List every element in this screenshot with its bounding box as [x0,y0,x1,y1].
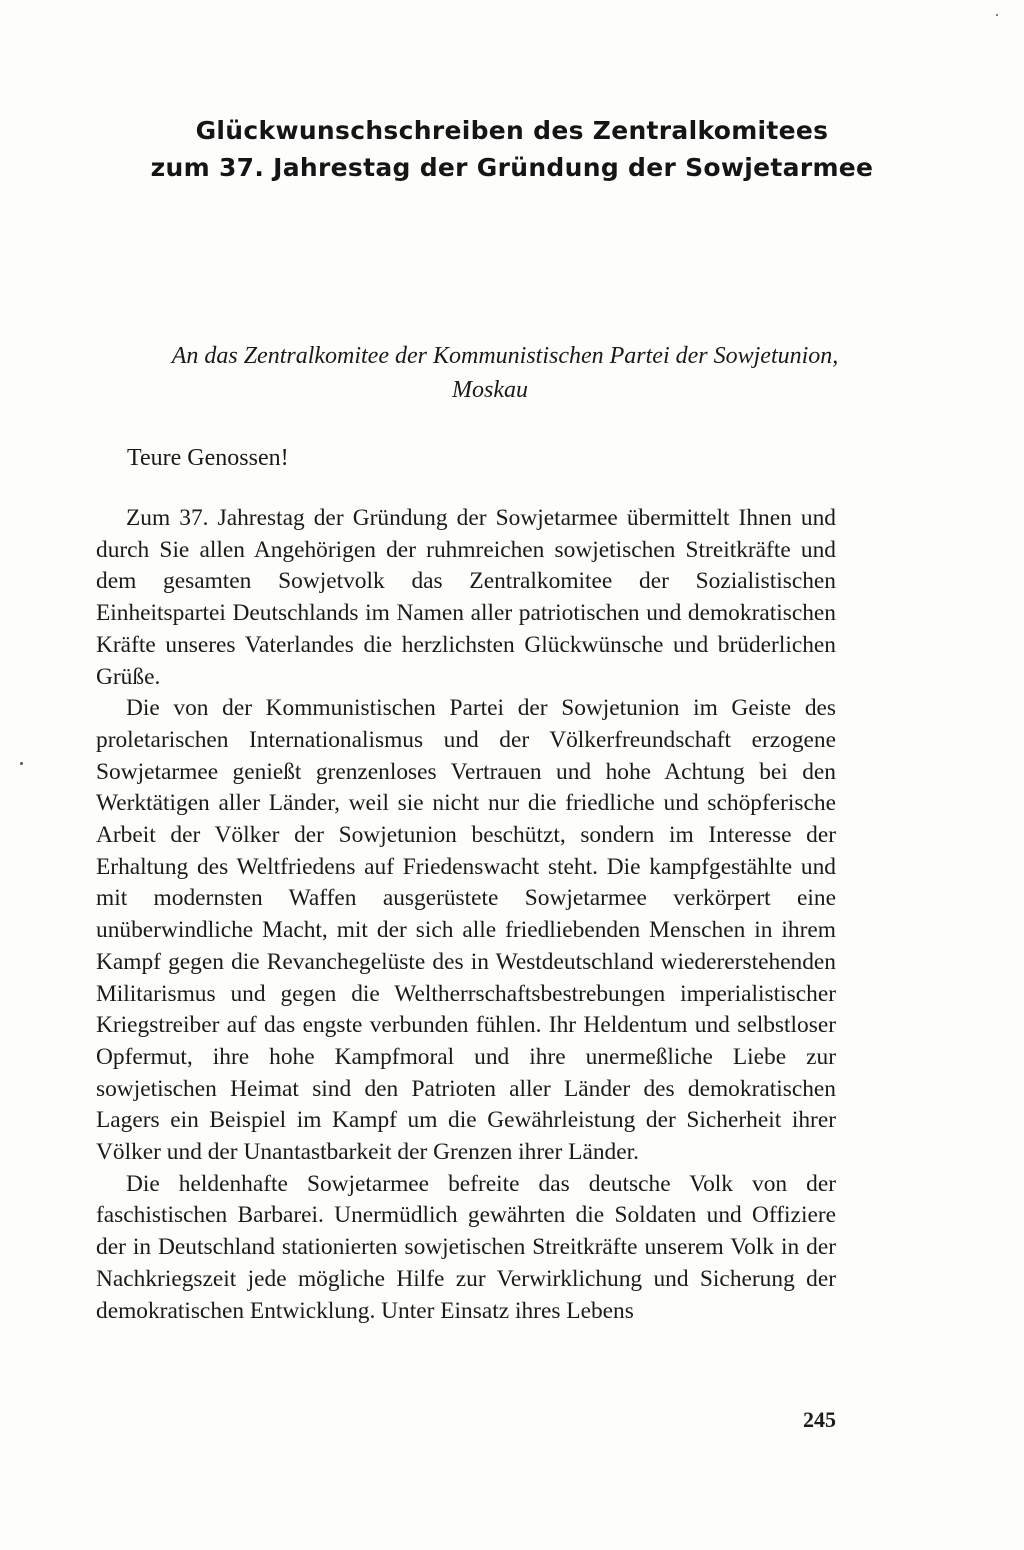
addressee-line-2: Moskau [452,377,528,403]
scan-speck [996,14,998,16]
document-title-line-2: zum 37. Jahrestag der Gründung der Sowjetarmee [150,153,874,182]
paragraph-1: Zum 37. Jahrestag der Gründung der Sowjetarmee übermittelt Ihnen und durch Sie allen Angehörigen der ruhmreichen sowjetischen Streitkräfte und dem gesamten Sowjetvolk das Zentralkomitee der Sozialistischen Einheitspartei Deutschlands im Namen aller patriotischen und demokratischen Kräfte unseres Vaterlandes die herzlichsten Glückwünsche und brüderlichen Grüße. [96,505,836,690]
salutation: Teure Genossen! [127,445,289,471]
paragraph-3: Die heldenhafte Sowjetarmee befreite das deutsche Volk von der faschistischen Barbarei. Unermüdlich gewährten die Soldaten und Offiziere der in Deutschland stationierten sowjetischen Streitkräfte unserem Volk in der Nachkriegszeit jede mögliche Hilfe zur Verwirklichung und Sicherung der demokratischen Entwicklung. Unter Einsatz ihres Lebens [96,1170,836,1324]
scan-speck [20,762,23,765]
paragraph-2: Die von der Kommunistischen Partei der Sowjetunion im Geiste des proletarischen Internationalismus und der Völkerfreundschaft erzogene Sowjetarmee genießt grenzenloses Vertrauen und hohe Achtung bei den Werktätigen aller Länder, weil sie nicht nur die friedliche und schöpferische Arbeit der Völker der Sowjetunion beschützt, sondern im Interesse der Erhaltung des Weltfriedens auf Friedenswacht steht. Die kampfgestählte und mit modernsten Waffen ausgerüstete Sowjetarmee verkörpert eine unüberwindliche Macht, mit der sich alle friedliebenden Menschen in ihrem Kampf gegen die Revanchegelüste des in Westdeutschland wiedererstehenden Militarismus und gegen die Weltherrschaftsbestrebungen imperialistischer Kriegstreiber auf das engste verbunden fühlen. Ihr Heldentum und selbstloser Opfermut, ihre hohe Kampfmoral und ihre unermeßliche Liebe zur sowjetischen Heimat sind den Patrioten aller Länder des demokratischen Lagers ein Beispiel im Kampf um die Gewährleistung der Sicherheit ihrer Völker und der Unantastbarkeit der Grenzen ihrer Länder. [96,695,836,1166]
addressee-line-1: An das Zentralkomitee der Kommunistischen Partei der Sowjetunion, [171,343,839,369]
document-title-line-1: Glückwunschschreiben des Zentralkomitees [195,116,829,145]
letter-body [96,503,836,1327]
page-number: 245 [803,1407,836,1432]
